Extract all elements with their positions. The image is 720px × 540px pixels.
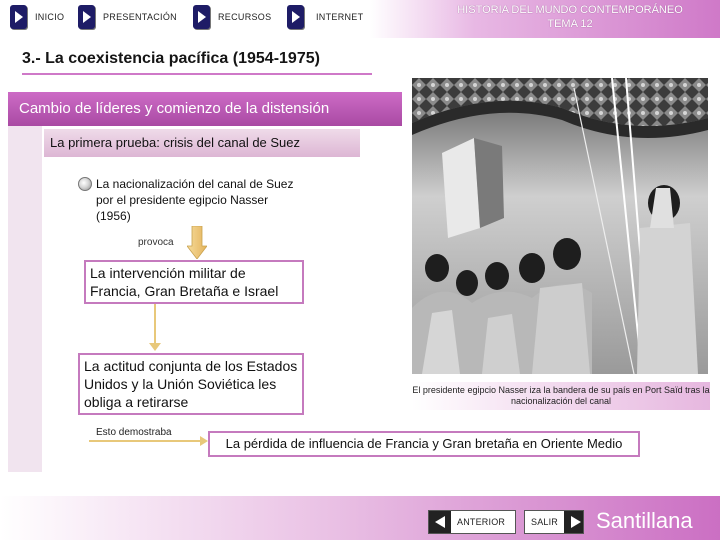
nav-label-internet: INTERNET bbox=[316, 12, 364, 22]
nav-label-presentacion: PRESENTACIÓN bbox=[103, 12, 177, 22]
connector-arrow-right bbox=[200, 436, 208, 446]
provoca-label: provoca bbox=[138, 237, 174, 248]
joint-attitude-box: La actitud conjunta de los Estados Unidos y la Unión Soviética les obliga a retirarse bbox=[78, 353, 304, 415]
photo-caption: El presidente egipcio Nasser iza la bandera de su país en Port Saïd tras la nacionalización del canal bbox=[412, 382, 710, 410]
conclusion-box: La pérdida de influencia de Francia y Gran bretaña en Oriente Medio bbox=[208, 431, 640, 457]
salir-label: SALIR bbox=[531, 517, 559, 527]
nav-label-recursos: RECURSOS bbox=[218, 12, 272, 22]
demostraba-label: Esto demostraba bbox=[96, 427, 172, 438]
anterior-label: ANTERIOR bbox=[457, 517, 506, 527]
left-decorative-stripe bbox=[8, 110, 42, 472]
nav-button-internet[interactable] bbox=[287, 5, 363, 29]
historical-photo bbox=[412, 78, 708, 374]
nav-button-recursos[interactable] bbox=[193, 5, 271, 29]
header-title bbox=[440, 3, 700, 31]
play-arrow-icon bbox=[193, 5, 210, 29]
intervention-box: La intervención militar de Francia, Gran Bretaña e Israel bbox=[84, 260, 304, 304]
play-arrow-icon bbox=[287, 5, 304, 29]
header-title-line2: TEMA 12 bbox=[547, 18, 593, 30]
bullet-icon bbox=[78, 177, 92, 191]
anterior-button[interactable] bbox=[428, 510, 516, 534]
section-title: 3.- La coexistencia pacífica (1954-1975) bbox=[22, 50, 320, 67]
play-arrow-icon bbox=[10, 5, 27, 29]
nav-label-inicio: INICIO bbox=[35, 12, 65, 22]
connector-arrow-down bbox=[149, 343, 161, 351]
subtitle-banner: Cambio de líderes y comienzo de la distensión bbox=[8, 92, 406, 126]
nav-button-presentacion[interactable] bbox=[78, 5, 177, 29]
down-arrow-icon bbox=[187, 226, 207, 259]
brand-logo-text: Santillana bbox=[596, 508, 693, 533]
play-arrow-icon bbox=[78, 5, 95, 29]
connector-line-horizontal bbox=[89, 440, 201, 442]
header-title-line1: HISTORIA DEL MUNDO CONTEMPORÁNEO bbox=[457, 4, 683, 16]
salir-button[interactable] bbox=[524, 510, 584, 534]
exit-arrow-icon bbox=[564, 511, 583, 533]
back-arrow-icon bbox=[429, 511, 451, 533]
nav-button-inicio[interactable] bbox=[10, 5, 64, 29]
bullet-text: La nacionalización del canal de Suez por el presidente egipcio Nasser (1956) bbox=[96, 177, 294, 223]
connector-line-vertical bbox=[154, 304, 156, 344]
title-underline bbox=[22, 73, 372, 75]
subheading-banner: La primera prueba: crisis del canal de Suez bbox=[44, 129, 360, 157]
